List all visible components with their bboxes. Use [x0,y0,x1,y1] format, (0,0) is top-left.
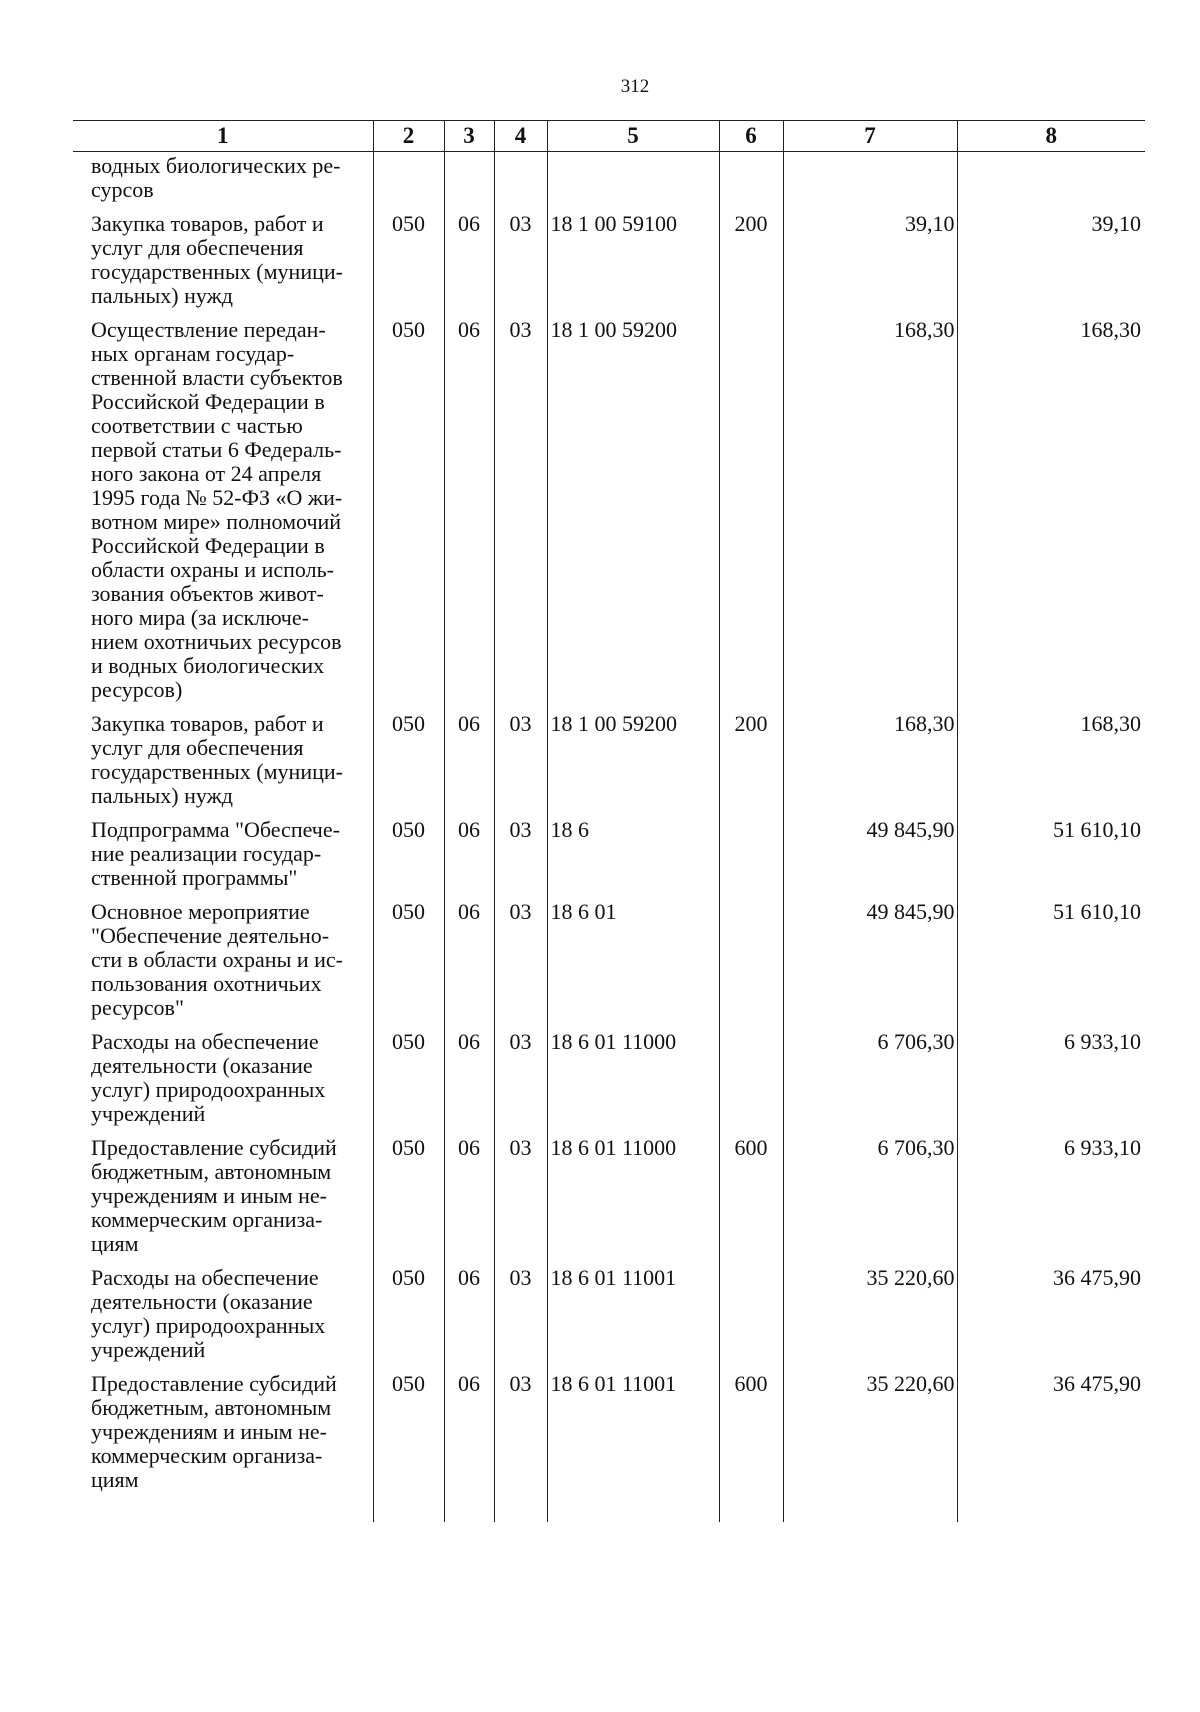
cell-name [73,1126,373,1256]
cell-amount-year-1-text: 39,10 [905,211,955,236]
column-header: 3 [444,121,494,152]
table-row [73,702,1145,808]
cell-target-code-text: 18 6 01 11001 [550,1371,677,1396]
cell-subsection [494,890,547,1020]
table-body [73,152,1145,1523]
cell-section-text: 06 [458,817,480,842]
cell-section [444,808,494,890]
cell-expense-type [719,152,783,203]
cell-amount-year-2-text: 36 475,90 [1053,1265,1141,1290]
cell-amount-year-1 [783,702,957,808]
cell-amount-year-1-text: 6 706,30 [877,1029,955,1054]
cell-admin-code [373,890,444,1020]
budget-table [73,120,1145,1522]
cell-amount-year-1 [783,1256,957,1362]
cell-name [73,152,373,203]
cell-section [444,308,494,702]
cell-section-text: 06 [458,899,480,924]
cell-target-code-text: 18 6 01 11000 [550,1135,677,1160]
cell-admin-code [373,808,444,890]
cell-target-code [547,890,719,1020]
table-row [73,1256,1145,1362]
cell-expense-type [719,1256,783,1362]
spacer-cell [957,1492,1145,1522]
table-row [73,202,1145,308]
cell-amount-year-2 [957,202,1145,308]
cell-amount-year-2-text: 168,30 [1080,711,1141,736]
cell-target-code [547,1362,719,1492]
cell-amount-year-1 [783,308,957,702]
spacer-cell [444,1492,494,1522]
cell-target-code [547,702,719,808]
table-row [73,152,1145,203]
cell-admin-code [373,1362,444,1492]
cell-subsection [494,308,547,702]
page-number: 312 [620,76,650,97]
cell-name-text: Закупка товаров, работ и услуг для обеспечения государственных (муници- пальных) нужд [91,211,343,308]
cell-amount-year-1 [783,808,957,890]
cell-admin-code-text: 050 [392,817,425,842]
cell-name [73,1362,373,1492]
cell-name-text: Расходы на обеспечение деятельности (оказание услуг) природоохранных учреждений [91,1029,326,1126]
cell-amount-year-1-text: 35 220,60 [866,1265,955,1290]
cell-section [444,890,494,1020]
spacer-cell [73,1492,373,1522]
column-header: 5 [547,121,719,152]
cell-subsection [494,1256,547,1362]
cell-admin-code-text: 050 [392,317,425,342]
cell-admin-code [373,1256,444,1362]
cell-expense-type-text: 200 [734,711,768,736]
cell-amount-year-2-text: 6 933,10 [1064,1135,1141,1160]
cell-admin-code-text: 050 [392,1265,425,1290]
table-row [73,1126,1145,1256]
cell-amount-year-2-text: 168,30 [1080,317,1141,342]
cell-expense-type [719,1362,783,1492]
cell-amount-year-1-text: 168,30 [894,317,955,342]
cell-target-code-text: 18 6 01 11000 [550,1029,677,1054]
cell-name [73,308,373,702]
cell-section-text: 06 [458,317,480,342]
cell-section [444,1020,494,1126]
cell-target-code-text: 18 6 [550,817,589,842]
column-header: 8 [957,121,1145,152]
cell-section [444,152,494,203]
table-row [73,1362,1145,1492]
column-header: 7 [783,121,957,152]
cell-target-code [547,202,719,308]
cell-admin-code [373,202,444,308]
cell-target-code [547,1126,719,1256]
cell-name-text: Подпрограмма "Обеспече- ние реализации государ- ственной программы" [91,817,340,890]
spacer-cell [783,1492,957,1522]
spacer-cell [547,1492,719,1522]
cell-admin-code-text: 050 [392,211,425,236]
cell-target-code-text: 18 6 01 [550,899,617,924]
cell-subsection [494,1362,547,1492]
cell-section [444,1126,494,1256]
cell-subsection-text: 03 [509,711,532,736]
cell-admin-code-text: 050 [392,1135,425,1160]
spacer-cell [719,1492,783,1522]
cell-admin-code-text: 050 [392,1371,425,1396]
cell-subsection [494,152,547,203]
column-header: 1 [73,121,373,152]
cell-amount-year-2 [957,1256,1145,1362]
cell-expense-type [719,308,783,702]
cell-section-text: 06 [458,1371,480,1396]
cell-subsection-text: 03 [509,899,532,924]
cell-expense-type [719,202,783,308]
cell-admin-code [373,152,444,203]
cell-section [444,702,494,808]
cell-admin-code [373,1020,444,1126]
cell-name-text: Осуществление передан- ных органам государ- ственной власти субъектов Российской Федерации в соответствии с частью первой статьи 6 Федераль- ного закона от 24 апреля 1995 года № 52-ФЗ «О жи- вотном мире» полномочий Российской Федерации в области охраны и исполь- зования объектов живот- ного мира (за исключе- нием охотничьих ресурсов и водных биологических ресурсов) [91,317,343,702]
spacer-cell [494,1492,547,1522]
cell-section-text: 06 [458,211,480,236]
cell-subsection [494,808,547,890]
cell-amount-year-2-text: 39,10 [1091,211,1141,236]
cell-subsection [494,1126,547,1256]
cell-section-text: 06 [458,1029,480,1054]
cell-name-text: Предоставление субсидий бюджетным, автономным учреждениям и иным не- коммерческим организа- циям [91,1371,337,1492]
cell-expense-type-text: 200 [734,211,768,236]
cell-target-code-text: 18 1 00 59200 [550,711,677,736]
cell-subsection-text: 03 [509,1265,532,1290]
cell-expense-type [719,1126,783,1256]
table-row [73,308,1145,702]
cell-amount-year-2 [957,1020,1145,1126]
cell-amount-year-2 [957,702,1145,808]
cell-amount-year-1 [783,1362,957,1492]
cell-expense-type-text: 600 [734,1371,768,1396]
cell-amount-year-1-text: 168,30 [894,711,955,736]
cell-admin-code [373,308,444,702]
cell-name-text: Основное мероприятие "Обеспечение деятельно- сти в области охраны и ис- пользования охотничьих ресурсов" [91,899,343,1020]
column-header: 6 [719,121,783,152]
table-row [73,890,1145,1020]
cell-subsection-text: 03 [509,817,532,842]
spacer-cell [373,1492,444,1522]
cell-subsection-text: 03 [509,1135,532,1160]
cell-subsection-text: 03 [509,1029,532,1054]
cell-target-code [547,808,719,890]
cell-name [73,702,373,808]
cell-amount-year-1 [783,1020,957,1126]
cell-subsection [494,202,547,308]
cell-amount-year-1 [783,890,957,1020]
cell-name [73,202,373,308]
cell-admin-code-text: 050 [392,711,425,736]
cell-section [444,1362,494,1492]
cell-expense-type [719,1020,783,1126]
column-header: 2 [373,121,444,152]
cell-name-text: Предоставление субсидий бюджетным, автономным учреждениям и иным не- коммерческим организа- циям [91,1135,337,1256]
cell-amount-year-1 [783,152,957,203]
cell-subsection-text: 03 [509,1371,532,1396]
cell-target-code [547,1020,719,1126]
cell-amount-year-1-text: 49 845,90 [866,899,955,924]
table-header-row [73,121,1145,152]
cell-amount-year-2 [957,308,1145,702]
cell-expense-type [719,702,783,808]
cell-section-text: 06 [458,1265,480,1290]
cell-subsection [494,702,547,808]
column-header: 4 [494,121,547,152]
cell-amount-year-1-text: 6 706,30 [877,1135,955,1160]
cell-name [73,890,373,1020]
cell-amount-year-2 [957,890,1145,1020]
cell-name [73,808,373,890]
cell-section [444,1256,494,1362]
table-row [73,808,1145,890]
cell-target-code [547,308,719,702]
cell-amount-year-2 [957,1126,1145,1256]
cell-admin-code [373,702,444,808]
cell-expense-type [719,890,783,1020]
cell-target-code-text: 18 1 00 59100 [550,211,677,236]
cell-admin-code-text: 050 [392,899,425,924]
cell-target-code [547,152,719,203]
cell-section-text: 06 [458,711,480,736]
cell-name-text: водных биологических ре- сурсов [91,153,341,202]
table-spacer-row [73,1492,1145,1522]
cell-amount-year-1 [783,1126,957,1256]
cell-amount-year-1 [783,202,957,308]
cell-amount-year-1-text: 49 845,90 [866,817,955,842]
cell-target-code-text: 18 6 01 11001 [550,1265,677,1290]
table-row [73,1020,1145,1126]
cell-amount-year-2-text: 51 610,10 [1053,899,1141,924]
cell-subsection-text: 03 [509,317,532,342]
cell-amount-year-2-text: 51 610,10 [1053,817,1141,842]
cell-expense-type-text: 600 [734,1135,768,1160]
cell-admin-code [373,1126,444,1256]
cell-amount-year-2 [957,152,1145,203]
cell-subsection-text: 03 [509,211,532,236]
cell-subsection [494,1020,547,1126]
cell-name-text: Закупка товаров, работ и услуг для обеспечения государственных (муници- пальных) нужд [91,711,343,808]
cell-amount-year-1-text: 35 220,60 [866,1371,955,1396]
cell-admin-code-text: 050 [392,1029,425,1054]
cell-expense-type [719,808,783,890]
cell-amount-year-2-text: 36 475,90 [1053,1371,1141,1396]
cell-amount-year-2 [957,1362,1145,1492]
cell-name-text: Расходы на обеспечение деятельности (оказание услуг) природоохранных учреждений [91,1265,326,1362]
cell-amount-year-2 [957,808,1145,890]
cell-name [73,1256,373,1362]
cell-section-text: 06 [458,1135,480,1160]
cell-name [73,1020,373,1126]
cell-section [444,202,494,308]
cell-amount-year-2-text: 6 933,10 [1064,1029,1141,1054]
cell-target-code-text: 18 1 00 59200 [550,317,677,342]
cell-target-code [547,1256,719,1362]
